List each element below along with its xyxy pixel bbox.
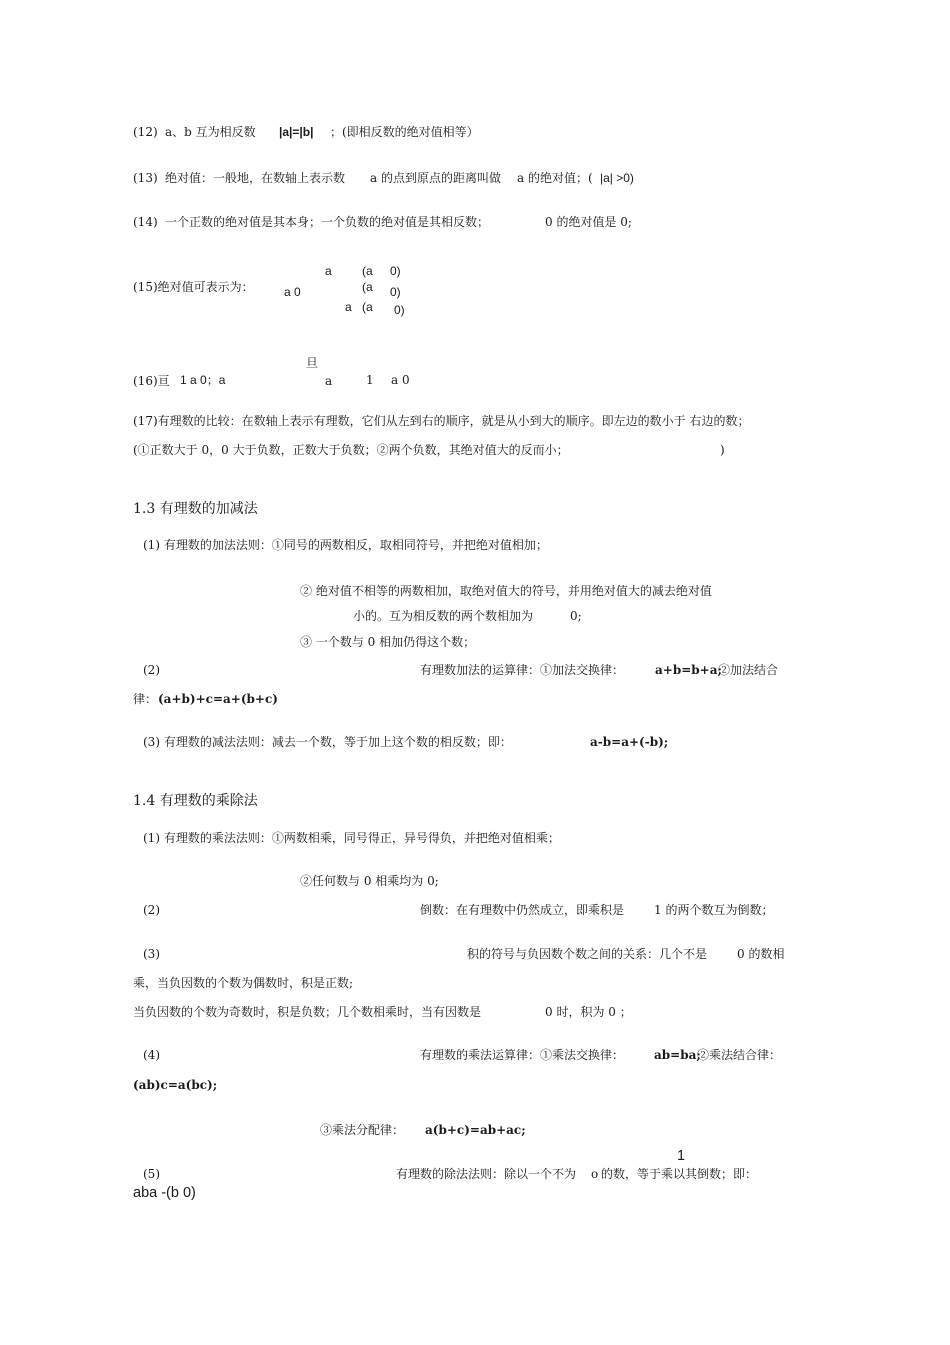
s14-p4-line3-formula: a(b+c)=ab+ac;	[425, 1123, 526, 1137]
s14-p2-number: (2)	[143, 903, 160, 917]
item-17-line1: (17)有理数的比较：在数轴上表示有理数，它们从左到右的顺序，就是从小到大的顺序。即左边的数小于 右边的数；	[133, 414, 750, 428]
item-14-number: (14)	[133, 215, 158, 229]
item-13-formula: |a| >0)	[600, 171, 634, 185]
section-1-4-title: 1.4 有理数的乘除法	[133, 793, 258, 809]
item-13-text3: a 的绝对值；(	[517, 171, 593, 185]
s13-p1c: 小的。互为相反数的两个数相加为	[353, 609, 534, 623]
item-16-expr: 1 a 0；a	[180, 373, 226, 387]
s14-p5-number: (5)	[143, 1167, 160, 1181]
item-12-note: ；(即相反数的绝对值相等）	[330, 125, 479, 139]
s14-p1: (1) 有理数的乘法法则：①两数相乘，同号得正，异号得负，并把绝对值相乘；	[143, 831, 560, 845]
item-15-case1-expr: a	[325, 264, 332, 278]
s14-p3-line3b: 0 时，积为 0 ；	[545, 1005, 632, 1019]
item-15-case3-expr: a	[345, 300, 352, 314]
item-12-number: (12)	[133, 125, 158, 139]
s14-p2-text2: 1 的两个数互为倒数；	[654, 903, 774, 917]
s13-p2-text2: ②加法结合	[718, 663, 779, 677]
s13-p2-number: (2)	[143, 663, 160, 677]
item-17-line2: (①正数大于 0，0 大于负数，正数大于负数；②两个负数，其绝对值大的反而小；	[133, 443, 569, 457]
item-15-lhs: a 0	[284, 285, 301, 299]
item-16-one: 1	[366, 373, 374, 387]
s14-p2-text: 倒数：在有理数中仍然成立，即乘积是	[420, 903, 625, 917]
s14-p3-line3: 当负因数的个数为奇数时，积是负数；几个数相乘时，当有因数是	[133, 1005, 482, 1019]
item-16-a: a	[325, 374, 333, 388]
item-12-text: a、b 互为相反数	[165, 125, 256, 139]
s14-p4-number: (4)	[143, 1048, 160, 1062]
item-14-text2: 0 的绝对值是 0;	[545, 215, 632, 229]
s14-p4-line3-label: ③乘法分配律：	[320, 1123, 405, 1137]
s14-p3-number: (3)	[143, 947, 160, 961]
section-1-3-title: 1.3 有理数的加减法	[133, 501, 258, 517]
item-14-text: 一个正数的绝对值是其本身；一个负数的绝对值是其相反数；	[165, 215, 490, 229]
s14-p3-text: 积的符号与负因数个数之间的关系：几个不是	[467, 947, 708, 961]
s13-p2-formula1: a+b=b+a;	[655, 663, 722, 677]
s14-p4-text2: ②乘法结合律：	[697, 1048, 782, 1062]
s13-p1d: ③ 一个数与 0 相加仍得这个数；	[300, 635, 476, 649]
s13-p2-text: 有理数加法的运算律：①加法交换律：	[420, 663, 625, 677]
s14-p5-fraction-one: 1	[677, 1148, 686, 1164]
item-15-case3-zero: 0)	[394, 303, 405, 317]
item-15-label: (15)绝对值可表示为：	[133, 280, 254, 294]
s13-p2-line2-label: 律：	[133, 692, 158, 706]
item-16-top: 旦	[306, 356, 319, 370]
s14-p3-text2: 0 的数相	[737, 947, 785, 961]
s13-p2-formula2: (a+b)+c=a+(b+c)	[158, 692, 278, 706]
item-13-number: (13)	[133, 171, 158, 185]
item-13-text2: a 的点到原点的距离叫做	[370, 171, 501, 185]
s14-p1b: ②任何数与 0 相乘均为 0;	[300, 874, 439, 888]
item-15-case1-cond: (a	[362, 264, 373, 278]
s13-p3-formula: a-b=a+(-b);	[590, 735, 669, 749]
s14-p5-o: o	[591, 1167, 599, 1181]
s13-p1: (1) 有理数的加法法则：①同号的两数相反，取相同符号，并把绝对值相加；	[143, 538, 548, 552]
item-17-close: )	[720, 443, 725, 457]
item-15-case3-cond: (a	[362, 300, 373, 314]
s14-p5-text: 有理数的除法法则：除以一个不为	[396, 1167, 577, 1181]
item-15-case1-zero: 0)	[390, 264, 401, 278]
item-16-label: (16)亘	[133, 374, 170, 388]
s13-p1b: ② 绝对值不相等的两数相加，取绝对值大的符号，并用绝对值大的减去绝对值	[300, 584, 712, 598]
s14-p4-line2: (ab)c=a(bc);	[133, 1078, 218, 1092]
item-16-azero: a 0	[391, 373, 410, 387]
s13-p3: (3) 有理数的减法法则：减去一个数，等于加上这个数的相反数；即：	[143, 735, 512, 749]
s14-p5-line2: aba -(b 0)	[133, 1185, 196, 1201]
s14-p4-formula1: ab=ba;	[654, 1048, 701, 1062]
item-15-case2-cond: (a	[362, 280, 373, 294]
s14-p3-line2: 乘，当负因数的个数为偶数时，积是正数;	[133, 976, 354, 990]
s14-p4-text: 有理数的乘法运算律：①乘法交换律：	[420, 1048, 625, 1062]
s14-p5-text2: 的数，等于乘以其倒数；即：	[601, 1167, 758, 1181]
s13-p1c-value: 0;	[570, 609, 582, 623]
item-15-case2-zero: 0)	[390, 285, 401, 299]
item-13-text: 绝对值：一般地，在数轴上表示数	[165, 171, 346, 185]
item-12-formula: |a|=|b|	[279, 125, 314, 139]
